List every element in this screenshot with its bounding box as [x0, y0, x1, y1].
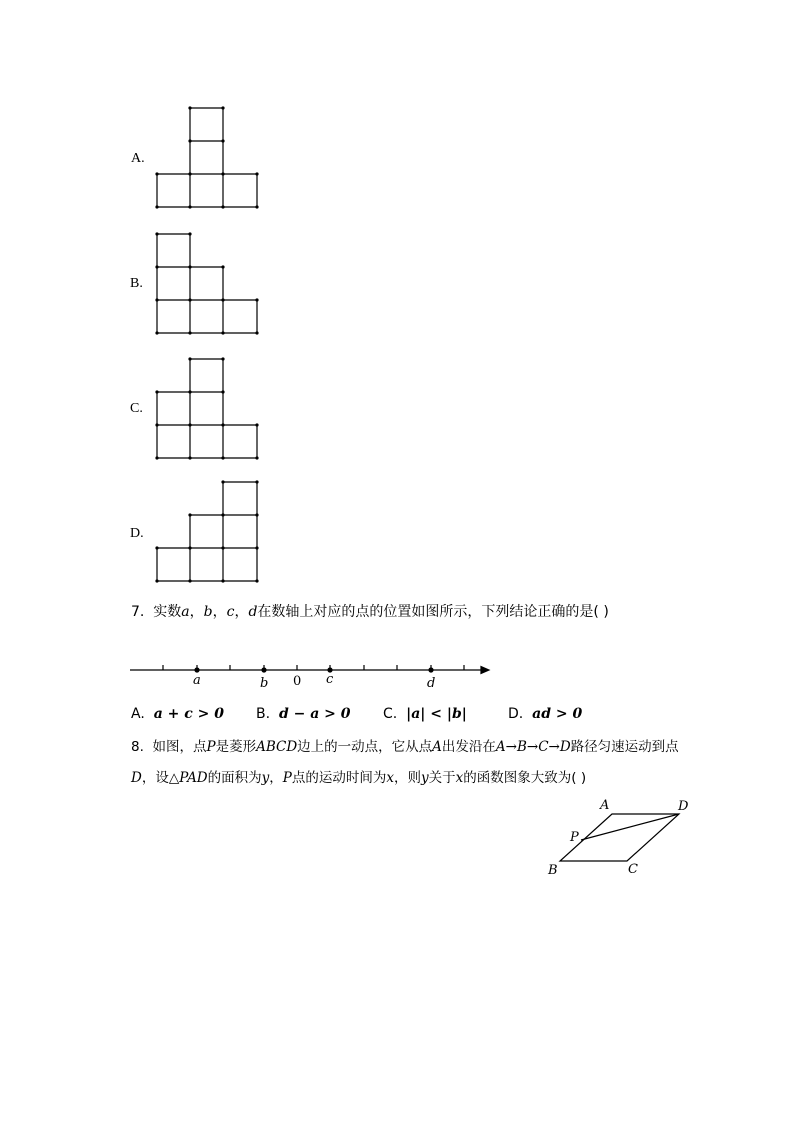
q8-math: P [282, 770, 292, 786]
choice-expr: d − a > 0 [278, 706, 351, 722]
q7-sep: ， [189, 604, 204, 620]
q8-text: 边上的一动点，它从点 [297, 739, 433, 755]
q8-math: ABCD [256, 739, 298, 755]
q7-stem-pre: 实数 [153, 604, 182, 620]
rhombus-label-a: A [600, 798, 610, 813]
axis-label-zero: 0 [293, 674, 302, 689]
figure-d-dots [155, 480, 258, 582]
q8-text: ， [269, 770, 283, 786]
axis-label-d: d [427, 676, 436, 691]
q8-text: 路径匀速运动到点 [570, 739, 679, 755]
q8-text: 点的运动时间为 [291, 770, 387, 786]
question-8-line-2 [131, 768, 586, 788]
q8-math: y [261, 770, 270, 786]
q8-text: ，设 [141, 770, 169, 786]
q7-choice-d[interactable] [508, 706, 582, 722]
q7-choice-b[interactable] [256, 706, 351, 722]
q7-choice-c[interactable] [383, 706, 467, 722]
q7-sep: ， [234, 604, 249, 620]
choice-label: A. [131, 706, 145, 722]
axis-label-b: b [260, 676, 269, 691]
option-b-label[interactable]: B. [130, 276, 143, 291]
choice-label: C. [383, 706, 398, 722]
point-d [428, 667, 433, 672]
rhombus-label-p: P [570, 830, 579, 845]
rhombus-label-d: D [678, 799, 689, 814]
figure-a-dots [155, 106, 258, 208]
q8-text: 是菱形 [215, 739, 257, 755]
q7-sep: ， [212, 604, 227, 620]
q8-math: A→B→C→D [495, 739, 571, 755]
q8-math: P [206, 739, 216, 755]
choice-label: B. [256, 706, 271, 722]
q8-text: 的函数图象大致为( ) [463, 770, 587, 786]
choice-expr: |a| < |b| [406, 706, 467, 722]
q8-text: 出发沿在 [441, 739, 496, 755]
point-a [194, 667, 199, 672]
q8-text: 如图，点 [152, 739, 207, 755]
axis-label-c: c [326, 672, 334, 687]
option-c-label[interactable]: C. [130, 401, 143, 416]
q7-choice-a[interactable] [131, 706, 224, 722]
point-b [261, 667, 266, 672]
q7-stem-post: 在数轴上对应的点的位置如图所示，下列结论正确的是( ) [257, 604, 609, 620]
figure-a-grid [157, 108, 257, 207]
choice-expr: a + c > 0 [153, 706, 224, 722]
rhombus-label-b: B [548, 863, 558, 878]
question-7-number: 7. [131, 604, 145, 620]
q8-math: PAD [179, 770, 208, 786]
figure-b-dots [155, 232, 258, 334]
figure-c-dots [155, 357, 258, 459]
choice-label: D. [508, 706, 524, 722]
figure-b-grid [157, 234, 257, 333]
option-d-label[interactable]: D. [130, 526, 144, 541]
choice-expr: ad > 0 [532, 706, 583, 722]
q7-var-b: b [203, 604, 213, 620]
q8-math: x [386, 770, 394, 786]
q8-text: 关于 [428, 770, 456, 786]
q7-var-d: d [248, 604, 258, 620]
figure-d-grid [157, 482, 257, 581]
q8-math: △ [168, 770, 180, 786]
q7-var-c: c [226, 604, 235, 620]
q8-text: 的面积为 [207, 770, 262, 786]
question-7-stem [131, 602, 609, 622]
q8-math: x [455, 770, 464, 786]
q8-math: y [421, 770, 429, 786]
axis-label-a: a [193, 673, 201, 688]
rhombus-label-c: C [628, 862, 638, 877]
q8-math: A [432, 739, 442, 755]
figure-c-grid [157, 359, 257, 458]
q8-math: D [131, 770, 142, 786]
q7-var-a: a [181, 604, 190, 620]
question-8-line-1 [131, 737, 679, 757]
question-8-number: 8. [131, 739, 144, 755]
q8-text: ，则 [394, 770, 421, 786]
option-a-label[interactable]: A. [131, 151, 145, 166]
number-line [130, 665, 489, 674]
